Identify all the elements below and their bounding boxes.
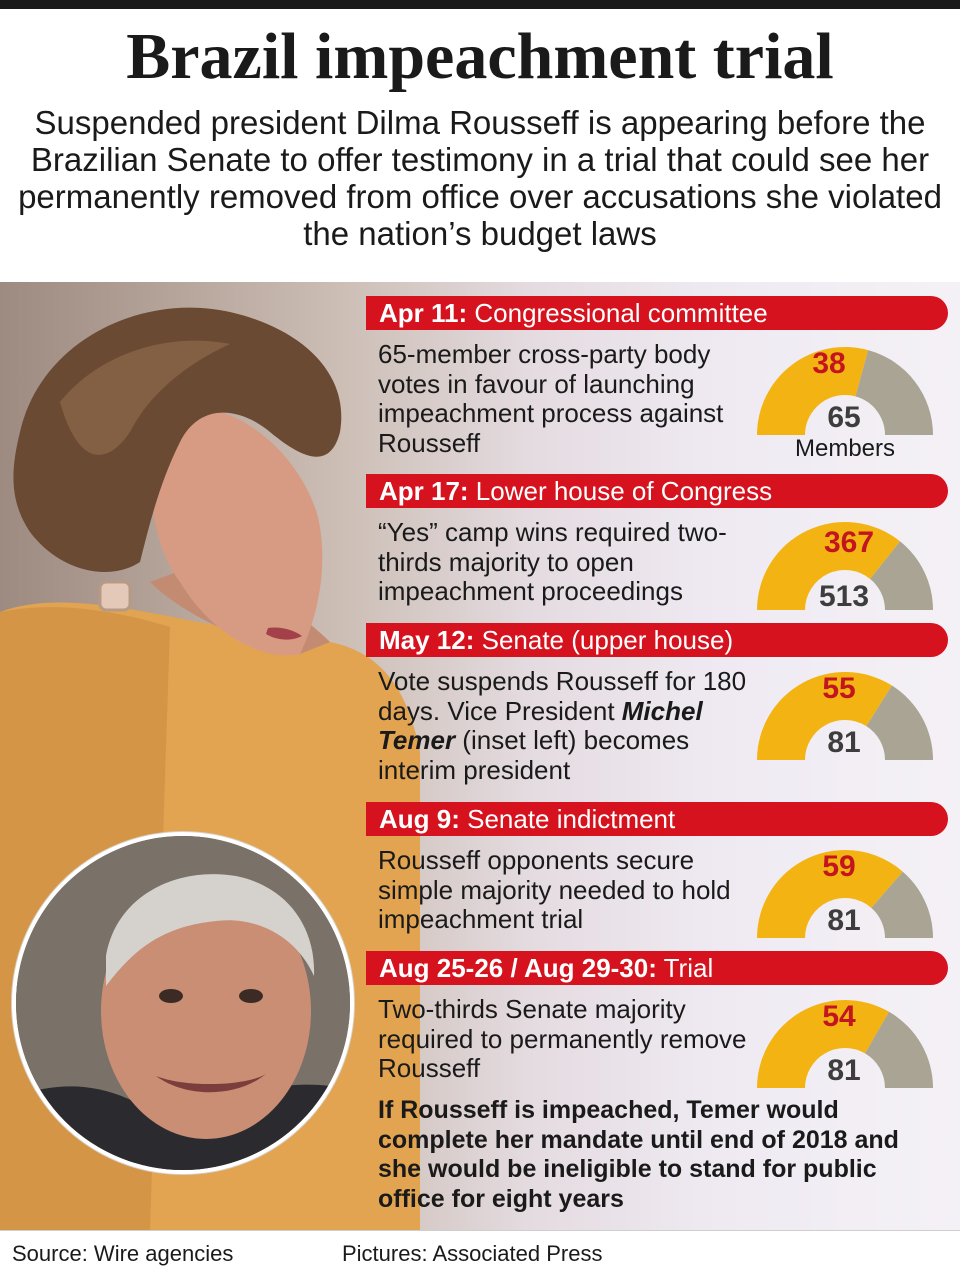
description-emphasis: Michel Temer: [378, 695, 703, 755]
event-header: [366, 296, 948, 330]
event-description: [378, 667, 750, 785]
event-date: May 12:: [379, 625, 475, 655]
footer: [0, 1230, 960, 1276]
event-date: Aug 9:: [379, 804, 460, 834]
pictures-credit: Pictures: Associated Press: [342, 1241, 603, 1266]
gauge-total: 81: [827, 904, 861, 937]
event-heading: Senate indictment: [459, 804, 676, 834]
description-text: (inset left) becomes interim president: [378, 725, 690, 785]
vote-gauge: [754, 668, 936, 788]
event-heading: Congressional committee: [467, 298, 768, 328]
page-title: Brazil impeachment trial: [126, 20, 834, 93]
gauge-votes-for: 59: [822, 850, 856, 883]
top-rule: [0, 0, 960, 9]
gauge-total: 65: [827, 401, 861, 434]
vote-gauge: [754, 846, 936, 966]
description-text: Vote suspends Rousseff for 180 days. Vice President: [378, 666, 747, 726]
event-heading: Lower house of Congress: [468, 476, 773, 506]
event-heading: Senate (upper house): [474, 625, 734, 655]
vote-gauge: [754, 518, 936, 638]
event-header: [366, 802, 948, 836]
source-credit: Source: Wire agencies: [12, 1241, 234, 1266]
gauge-votes-for: 55: [822, 672, 856, 705]
temer-inset-photo: [12, 832, 354, 1174]
event-date: Apr 17:: [379, 476, 469, 506]
gauge-total: 513: [818, 580, 870, 613]
event-description: 65-member cross-party body votes in favour of launching impeachment process against Rousseff: [378, 339, 724, 458]
gauge-total: 81: [827, 726, 861, 759]
event-header: [366, 474, 948, 508]
gauge-votes-for: 367: [823, 526, 875, 559]
gauge-total: 81: [827, 1054, 861, 1087]
vote-gauge: [754, 343, 936, 463]
event-description: Rousseff opponents secure simple majority needed to hold impeachment trial: [378, 845, 731, 934]
event-description: “Yes” camp wins required two-thirds majority to open impeachment proceedings: [378, 517, 727, 606]
intro-text: Suspended president Dilma Rousseff is appearing before the Brazilian Senate to offer testimony in a trial that could see her permanently removed from office over accusations she violated the nation’s budget laws: [18, 104, 942, 252]
temer-portrait: [16, 836, 354, 1174]
footnote: If Rousseff is impeached, Temer would complete her mandate until end of 2018 and she would be ineligible to stand for public office for eight years: [378, 1096, 899, 1213]
event-heading: Trial: [656, 953, 714, 983]
gauge-unit: Members: [794, 435, 896, 462]
event-date: Apr 11:: [379, 298, 468, 328]
gauge-votes-for: 54: [822, 1000, 856, 1033]
event-date: Aug 25-26 / Aug 29-30:: [379, 953, 657, 983]
event-description: Two-thirds Senate majority required to permanently remove Rousseff: [378, 994, 747, 1083]
gauge-votes-for: 38: [812, 347, 846, 380]
